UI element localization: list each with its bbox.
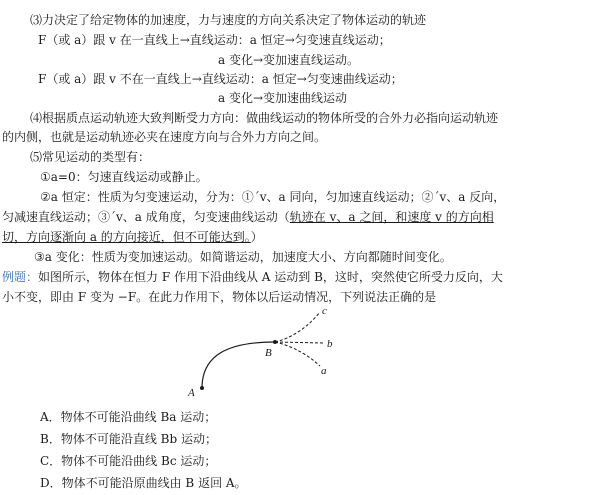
motion-type-2-line-2 — [2, 209, 494, 225]
dashed-curve-bc — [275, 312, 320, 342]
section-3-title: ⑶力决定了给定物体的加速度，力与速度的方向关系决定了物体运动的轨迹 — [30, 13, 427, 27]
motion-type-2-line-3 — [2, 229, 263, 245]
motion-type-2-line-2-text: 匀减速直线运动；③ˊv、a 成角度，匀变速曲线运动（ — [2, 210, 290, 224]
rule-straight-variable: a 变化→变加速直线运动。 — [218, 53, 360, 67]
example-label: 例题： — [2, 270, 39, 284]
section-4-line-2: 的内侧，也就是运动轨迹必夹在速度方向与合外力方向之间。 — [2, 130, 327, 144]
label-a: a — [321, 365, 327, 377]
point-a-dot — [200, 386, 204, 390]
dashed-line-bb — [275, 342, 324, 343]
label-b: b — [327, 338, 333, 350]
section-4-line-1: ⑷根据质点运动轨迹大致判断受力方向：做曲线运动的物体所受的合外力必指向运动轨迹 — [30, 111, 499, 125]
dashed-curve-ba — [275, 342, 320, 366]
label-c: c — [322, 305, 327, 317]
motion-type-1: ①a=0：匀速直线运动或静止。 — [40, 170, 208, 184]
example-line-1 — [2, 269, 503, 285]
option-c: C．物体不可能沿曲线 Bc 运动； — [40, 454, 217, 468]
example-text-1: 如图所示，物体在恒力 F 作用下沿曲线从 A 运动到 B，这时，突然使它所受力反向，大 — [38, 270, 503, 284]
motion-type-2-line-1: ②a 恒定：性质为匀变速运动，分为：①ˊv、a 同向，匀加速直线运动；②ˊv、a 反向， — [40, 190, 506, 204]
option-d: D．物体不可能沿原曲线由 B 返回 A。 — [40, 476, 247, 490]
motion-type-2-underlined-text: 轨迹在 v、a 之间，和速度 v 的方向相 — [289, 210, 494, 224]
option-b: B．物体不可能沿直线 Bb 运动； — [40, 432, 217, 446]
motion-type-3: ③a 变化：性质为变加速运动。如简谐运动，加速度大小、方向都随时间变化。 — [34, 250, 452, 264]
rule-curve-constant: F（或 a）跟 v 不在一直线上→直线运动：a 恒定→匀变速曲线运动； — [38, 72, 403, 86]
label-point-a: A — [188, 387, 195, 399]
example-line-2: 小不变，即由 F 变为 −F。在此力作用下，物体以后运动情况，下列说法正确的是 — [2, 290, 437, 304]
option-a: A．物体不可能沿曲线 Ba 运动； — [40, 410, 217, 424]
rule-straight-constant: F（或 a）跟 v 在一直线上→直线运动：a 恒定→匀变速直线运动； — [38, 33, 391, 47]
rule-curve-variable: a 变化→变加速曲线运动 — [218, 91, 348, 105]
trajectory-figure — [180, 300, 350, 405]
motion-type-2-close-paren: ） — [250, 230, 263, 244]
label-point-b: B — [265, 347, 272, 359]
motion-type-2-underlined-text-2: 切，方向逐渐向 a 的方向接近，但不可能达到。 — [2, 230, 251, 244]
section-5-title: ⑸常见运动的类型有： — [30, 150, 151, 164]
